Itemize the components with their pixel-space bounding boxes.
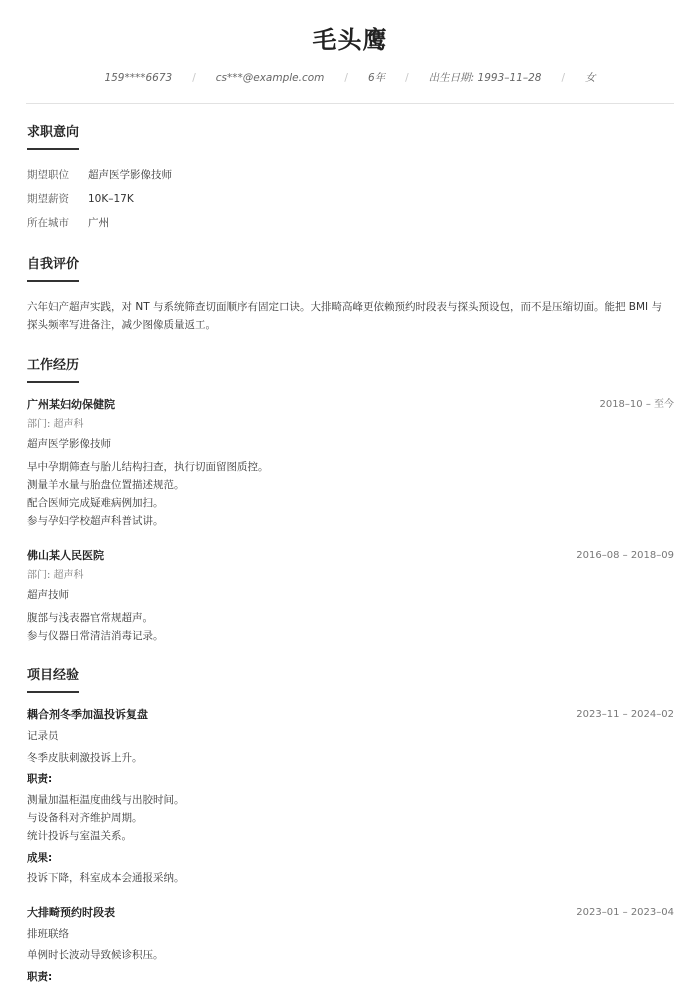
project-description: 冬季皮肤刺激投诉上升。 [27,752,143,764]
work-role: 超声医学影像技师 [27,438,111,450]
work-bullet: 早中孕期筛查与胎儿结构扫查，执行切面留图质控。 [27,461,269,473]
section-title-summary: 自我评价 [27,257,80,272]
objective-row-city [27,215,109,231]
separator: / [405,72,409,84]
duties-label: 职责: [27,971,53,983]
section-title-projects: 项目经验 [27,668,80,683]
contact-info-bar [0,70,700,86]
work-date: 2018–10 – 至今 [599,399,674,410]
section-underline [27,148,79,150]
email-address: cs***@example.com [215,72,325,84]
section-underline [27,381,79,383]
section-title-objective: 求职意向 [27,125,80,140]
candidate-name: 毛头鹰 [312,26,388,54]
work-bullet: 测量羊水量与胎盘位置描述规范。 [27,479,185,491]
work-bullet: 腹部与浅表器官常规超声。 [27,612,153,624]
work-bullet: 配合医师完成疑难病例加扫。 [27,497,164,509]
summary-line: 六年妇产超声实践，对 NT 与系统筛查切面顺序有固定口诀。大排畸高峰更依赖预约时段表与探头预设包，而不是压缩切面。能把 BMI 与 [27,301,662,313]
project-duty: 统计投诉与室温关系。 [27,830,132,842]
work-company: 佛山某人民医院 [27,549,104,562]
separator: / [192,72,196,84]
project-role: 记录员 [27,730,59,742]
birth-date: 出生日期: 1993–11–28 [428,72,542,84]
work-bullet: 参与孕妇学校超声科普试讲。 [27,515,164,527]
work-company: 广州某妇幼保健院 [27,398,115,411]
work-role: 超声技师 [27,589,69,601]
work-department: 部门: 超声科 [27,419,84,430]
objective-row-position [27,167,172,183]
field-label: 期望职位 [27,169,69,181]
field-value: 超声医学影像技师 [88,169,172,181]
work-department: 部门: 超声科 [27,570,84,581]
summary-line: 探头频率写进备注，减少图像质量返工。 [27,319,216,331]
years-experience: 6年 [367,72,386,84]
project-result: 投诉下降，科室成本会通报采纳。 [27,872,185,884]
field-value: 10K–17K [88,193,134,205]
work-date: 2016–08 – 2018–09 [576,550,674,561]
field-value: 广州 [88,217,109,229]
project-role: 排班联络 [27,928,69,940]
project-duty: 测量加温柜温度曲线与出胶时间。 [27,794,185,806]
field-label: 所在城市 [27,217,69,229]
project-date: 2023–01 – 2023–04 [576,907,674,918]
section-title-work: 工作经历 [27,358,80,373]
phone-number: 159****6673 [104,72,173,84]
project-duty: 与设备科对齐维护周期。 [27,812,143,824]
header-divider [26,103,674,104]
separator: / [344,72,348,84]
project-date: 2023–11 – 2024–02 [576,709,674,720]
work-bullet: 参与仪器日常清洁消毒记录。 [27,630,164,642]
results-label: 成果: [27,852,53,864]
field-label: 期望薪资 [27,193,69,205]
separator: / [561,72,566,84]
project-description: 单例时长波动导致候诊积压。 [27,949,164,961]
project-name: 耦合剂冬季加温投诉复盘 [27,708,148,721]
objective-row-salary [27,191,134,207]
project-name: 大排畸预约时段表 [27,906,115,919]
gender: 女 [585,72,596,84]
duties-label: 职责: [27,773,53,785]
section-underline [27,280,79,282]
section-underline [27,691,79,693]
